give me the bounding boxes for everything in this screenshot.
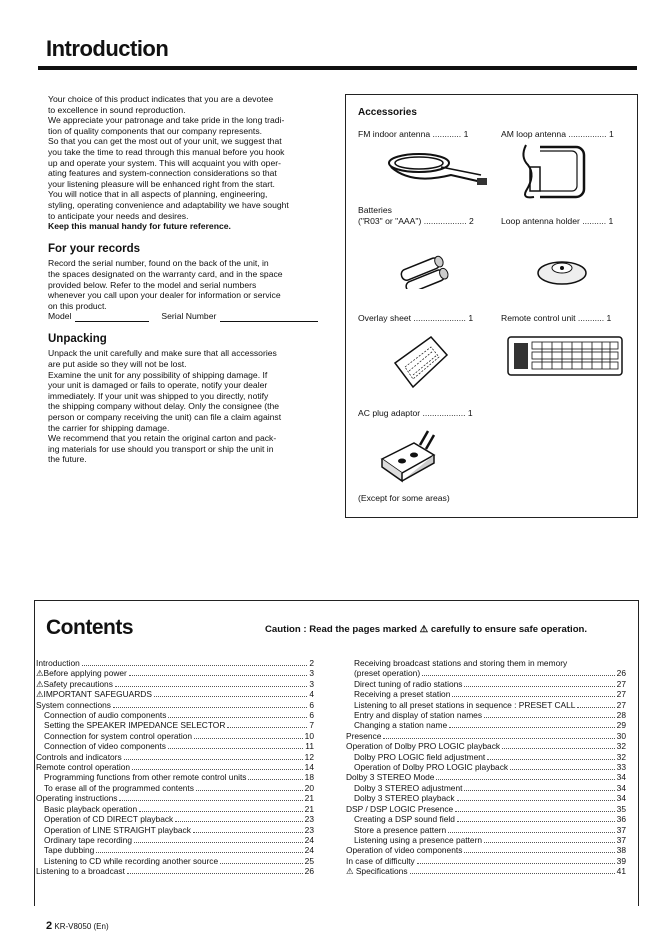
toc-leader-dots xyxy=(455,811,614,812)
serial-label: Serial Number xyxy=(161,311,217,322)
toc-entry xyxy=(346,720,626,730)
unpacking-heading: Unpacking xyxy=(48,332,107,345)
toc-entry-label: Controls and indicators xyxy=(36,751,122,762)
toc-entry-label: To erase all of the programmed contents xyxy=(44,782,194,793)
toc-entry xyxy=(36,658,314,668)
text-line: ing materials for use should you transport or ship the unit in xyxy=(48,443,274,454)
toc-entry xyxy=(36,700,314,710)
toc-leader-dots xyxy=(510,769,615,770)
toc-entry-label: Presence xyxy=(346,730,382,741)
toc-entry-page: 34 xyxy=(616,782,626,793)
toc-entry-label: Listening to a broadcast xyxy=(36,866,125,877)
toc-entry xyxy=(346,710,626,720)
text-line: the spaces designated on the warranty card, and in the space xyxy=(48,268,283,279)
toc-leader-dots xyxy=(448,832,614,833)
toc-entry-label: DSP / DSP LOGIC Presence xyxy=(346,803,454,814)
toc-leader-dots xyxy=(119,800,302,801)
toc-entry-page: 20 xyxy=(304,782,314,793)
records-heading: For your records xyxy=(48,242,141,255)
toc-entry xyxy=(346,793,626,803)
text-line: are put aside so they will not be lost. xyxy=(48,359,187,370)
toc-entry-page: 6 xyxy=(309,699,314,710)
accessories-title: Accessories xyxy=(358,107,417,118)
toc-entry xyxy=(36,772,314,782)
toc-entry xyxy=(36,762,314,772)
toc-entry-label: Dolby 3 STEREO adjustment xyxy=(354,782,463,793)
model-blank xyxy=(75,312,149,322)
title-rule xyxy=(38,66,637,70)
toc-entry-label: Operating instructions xyxy=(36,793,118,804)
toc-entry-page: 21 xyxy=(304,793,314,804)
toc-leader-dots xyxy=(175,821,302,822)
toc-entry-page: 27 xyxy=(616,689,626,700)
am-antenna-label: AM loop antenna ................ 1 xyxy=(501,129,614,139)
toc-entry-label: Listening to CD while recording another source xyxy=(44,855,219,866)
loop-holder-label: Loop antenna holder .......... 1 xyxy=(501,216,614,226)
text-line: up and operate your system. This will acquaint you with oper- xyxy=(48,157,281,168)
toc-leader-dots xyxy=(194,738,303,739)
toc-entry xyxy=(346,856,626,866)
toc-leader-dots xyxy=(193,832,303,833)
toc-leader-dots xyxy=(227,727,307,728)
intro-column xyxy=(48,94,326,465)
toc-entry-label: ⚠IMPORTANT SAFEGUARDS xyxy=(36,689,152,700)
toc-leader-dots xyxy=(464,686,614,687)
toc-leader-dots xyxy=(127,873,303,874)
text-line: your unit is damaged or fails to operate, notify your dealer xyxy=(48,380,268,391)
toc-entry-page: 24 xyxy=(304,834,314,845)
toc-entry xyxy=(36,793,314,803)
intro-paragraph xyxy=(48,94,326,221)
toc-leader-dots xyxy=(154,696,307,697)
text-line: We appreciate your patronage and take pride in the long tradi- xyxy=(48,115,285,126)
text-line: styling, operating convenience and adaptability we have sought xyxy=(48,199,289,210)
model-label: Model xyxy=(48,311,72,322)
toc-leader-dots xyxy=(196,790,303,791)
toc-leader-dots xyxy=(96,852,302,853)
page-title: Introduction xyxy=(46,36,169,61)
toc-leader-dots xyxy=(124,759,303,760)
toc-entry-label: ⚠Before applying power xyxy=(36,668,127,679)
toc-entry-page: 26 xyxy=(304,866,314,877)
toc-leader-dots xyxy=(417,863,615,864)
toc-entry-label: Connection of audio components xyxy=(44,710,167,721)
toc-leader-dots xyxy=(168,748,303,749)
text-line: your listening pleasure will be enhanced right from the start. xyxy=(48,178,275,189)
toc-entry-page: 25 xyxy=(304,855,314,866)
text-line: to excellence in sound reproduction. xyxy=(48,104,186,115)
toc-entry-label: Operation of Dolby PRO LOGIC playback xyxy=(354,762,509,773)
toc-entry-label: Connection for system control operation xyxy=(44,730,193,741)
toc-entry-page: 35 xyxy=(616,803,626,814)
toc-entry-label: In case of difficulty xyxy=(346,855,415,866)
page-footer xyxy=(46,920,109,932)
toc-entry-label: Listening using a presence pattern xyxy=(354,834,483,845)
overlay-label: Overlay sheet ...................... 1 xyxy=(358,313,474,323)
toc-entry-label: ⚠ Specifications xyxy=(346,866,408,877)
toc-entry-page: 33 xyxy=(616,762,626,773)
serial-blank xyxy=(220,312,318,322)
toc-entry-page: 2 xyxy=(309,658,314,668)
toc-entry-page: 39 xyxy=(616,855,626,866)
toc-entry xyxy=(346,866,626,876)
toc-entry xyxy=(36,856,314,866)
toc-leader-dots xyxy=(464,790,614,791)
text-line: Your choice of this product indicates that you are a devotee xyxy=(48,94,274,104)
toc-entry xyxy=(346,804,626,814)
toc-entry-label: Setting the SPEAKER IMPEDANCE SELECTOR xyxy=(44,720,226,731)
toc-entry-page: 11 xyxy=(305,741,314,752)
toc-entry-label: Programming functions from other remote control units xyxy=(44,772,247,783)
toc-leader-dots xyxy=(449,727,615,728)
text-line: Unpack the unit carefully and make sure that all accessories xyxy=(48,348,277,359)
toc-entry xyxy=(346,772,626,782)
toc-leader-dots xyxy=(129,675,307,676)
text-line: to anticipate your needs and desires. xyxy=(48,210,189,221)
toc-leader-dots xyxy=(502,748,615,749)
toc-left-column xyxy=(36,658,314,877)
toc-right-column xyxy=(346,658,626,877)
toc-leader-dots xyxy=(457,800,615,801)
toc-entry-label: Direct tuning of radio stations xyxy=(354,678,463,689)
toc-entry xyxy=(346,814,626,824)
toc-entry xyxy=(36,814,314,824)
text-line: whenever you call upon your dealer for information or service xyxy=(48,290,281,301)
toc-entry-label: Operation of LINE STRAIGHT playback xyxy=(44,824,191,835)
remote-label: Remote control unit ........... 1 xyxy=(501,313,612,323)
text-line: the future. xyxy=(48,454,87,465)
loop-holder-illustration xyxy=(534,251,590,287)
toc-entry xyxy=(36,804,314,814)
toc-entry-label: Entry and display of station names xyxy=(354,710,483,721)
toc-entry-label: (preset operation) xyxy=(354,668,421,679)
toc-entry-label: Ordinary tape recording xyxy=(44,834,132,845)
toc-entry-label: System connections xyxy=(36,699,111,710)
toc-entry-label: Store a presence pattern xyxy=(354,824,447,835)
toc-entry-label: Creating a DSP sound field xyxy=(354,814,455,825)
toc-entry xyxy=(346,658,626,668)
toc-entry xyxy=(36,825,314,835)
toc-entry xyxy=(36,835,314,845)
toc-entry xyxy=(346,825,626,835)
toc-entry xyxy=(346,700,626,710)
toc-entry xyxy=(346,752,626,762)
toc-leader-dots xyxy=(132,769,303,770)
toc-leader-dots xyxy=(383,738,614,739)
toc-leader-dots xyxy=(457,821,615,822)
toc-entry-page: 38 xyxy=(616,845,626,856)
toc-entry xyxy=(36,741,314,751)
toc-entry-page: 30 xyxy=(616,730,626,741)
toc-entry-label: Dolby PRO LOGIC field adjustment xyxy=(354,751,486,762)
toc-leader-dots xyxy=(577,707,614,708)
toc-entry-label: Connection of video components xyxy=(44,741,166,752)
model-code: KR-V8050 (En) xyxy=(54,922,109,931)
toc-entry-label: Introduction xyxy=(36,658,80,668)
am-loop-antenna-illustration xyxy=(518,141,588,201)
toc-entry-page: 7 xyxy=(309,720,314,731)
toc-leader-dots xyxy=(484,842,615,843)
text-line: on this product. xyxy=(48,300,107,311)
toc-entry xyxy=(346,668,626,678)
accessories-box xyxy=(345,94,638,518)
toc-entry xyxy=(36,679,314,689)
toc-leader-dots xyxy=(436,779,614,780)
toc-entry-label: Operation of Dolby PRO LOGIC playback xyxy=(346,741,501,752)
text-line: Record the serial number, found on the back of the unit, in xyxy=(48,258,269,269)
toc-entry-label: Remote control operation xyxy=(36,762,131,773)
toc-leader-dots xyxy=(139,811,303,812)
toc-entry-label: ⚠Safety precautions xyxy=(36,678,113,689)
toc-leader-dots xyxy=(115,686,307,687)
toc-entry-page: 32 xyxy=(616,741,626,752)
toc-entry-page: 23 xyxy=(304,824,314,835)
text-line: ating features and system-connection considerations so that xyxy=(48,168,277,179)
toc-entry-page: 6 xyxy=(309,710,314,721)
toc-entry xyxy=(36,752,314,762)
text-line: the shipping company without delay. Only the consignee (the xyxy=(48,401,280,412)
ac-plug-adaptor-illustration xyxy=(376,425,446,485)
remote-control-illustration xyxy=(506,331,626,381)
toc-leader-dots xyxy=(464,852,614,853)
toc-entry xyxy=(36,720,314,730)
toc-entry-page: 28 xyxy=(616,710,626,721)
text-line: So that you can get the most out of your unit, we suggest that xyxy=(48,136,282,147)
text-line: provided below. Refer to the model and serial numbers xyxy=(48,279,257,290)
batteries-type-label: ("R03" or "AAA") .................. 2 xyxy=(358,216,474,226)
toc-leader-dots xyxy=(220,863,303,864)
text-line: You will notice that in all aspects of planning, engineering, xyxy=(48,189,268,200)
toc-entry xyxy=(346,731,626,741)
except-note: (Except for some areas) xyxy=(358,493,450,503)
toc-leader-dots xyxy=(422,675,615,676)
toc-entry-label: Operation of video components xyxy=(346,845,463,856)
toc-entry-page: 24 xyxy=(304,845,314,856)
toc-leader-dots xyxy=(484,717,615,718)
toc-entry xyxy=(36,710,314,720)
toc-entry-page: 27 xyxy=(616,699,626,710)
toc-leader-dots xyxy=(113,707,307,708)
toc-entry-page: 37 xyxy=(616,824,626,835)
toc-leader-dots xyxy=(168,717,307,718)
toc-entry xyxy=(36,668,314,678)
toc-entry-page: 32 xyxy=(616,751,626,762)
batteries-illustration xyxy=(398,253,468,289)
toc-entry-page: 3 xyxy=(309,668,314,679)
toc-entry-label: Tape dubbing xyxy=(44,845,95,856)
text-line: We recommend that you retain the original carton and pack- xyxy=(48,433,277,444)
overlay-sheet-illustration xyxy=(391,333,451,391)
toc-entry xyxy=(346,835,626,845)
toc-entry-label: Receiving broadcast stations and storing them in memory xyxy=(354,658,568,668)
text-line: person or company receiving the unit) can file a claim against xyxy=(48,412,282,423)
toc-entry-label: Operation of CD DIRECT playback xyxy=(44,814,174,825)
toc-entry-page: 3 xyxy=(309,678,314,689)
toc-entry xyxy=(346,783,626,793)
toc-entry-page: 21 xyxy=(304,803,314,814)
toc-leader-dots xyxy=(82,665,308,666)
contents-title: Contents xyxy=(46,616,133,639)
toc-entry-page: 23 xyxy=(304,814,314,825)
toc-leader-dots xyxy=(452,696,614,697)
toc-entry-page: 10 xyxy=(304,730,314,741)
toc-entry xyxy=(346,679,626,689)
fm-antenna-illustration xyxy=(381,145,491,191)
toc-entry xyxy=(36,783,314,793)
toc-entry-page: 37 xyxy=(616,834,626,845)
toc-entry-label: Dolby 3 STEREO playback xyxy=(354,793,455,804)
toc-entry-page: 26 xyxy=(616,668,626,679)
toc-entry xyxy=(36,845,314,855)
text-line: immediately. If your unit was shipped to you directly, notify xyxy=(48,390,269,401)
text-line: tion of quality components that our company represents. xyxy=(48,125,263,136)
ac-adaptor-label: AC plug adaptor .................. 1 xyxy=(358,408,473,418)
toc-entry-label: Changing a station name xyxy=(354,720,448,731)
fm-antenna-label: FM indoor antenna ............ 1 xyxy=(358,129,469,139)
caution-note: Caution : Read the pages marked ⚠ carefully to ensure safe operation. xyxy=(265,624,588,635)
toc-entry-page: 18 xyxy=(304,772,314,783)
records-text xyxy=(48,258,326,311)
toc-entry-page: 27 xyxy=(616,678,626,689)
page-number: 2 xyxy=(46,920,53,932)
text-line: you take the time to read through this manual before you hook xyxy=(48,146,285,157)
toc-entry xyxy=(36,866,314,876)
toc-entry-page: 14 xyxy=(304,762,314,773)
toc-entry xyxy=(36,689,314,699)
toc-leader-dots xyxy=(248,779,302,780)
toc-entry-page: 12 xyxy=(304,751,314,762)
toc-entry xyxy=(346,741,626,751)
toc-entry-label: Basic playback operation xyxy=(44,803,138,814)
toc-entry-page: 4 xyxy=(309,689,314,700)
toc-leader-dots xyxy=(410,873,615,874)
unpacking-text xyxy=(48,348,326,465)
toc-entry xyxy=(36,731,314,741)
toc-entry-page: 41 xyxy=(616,866,626,877)
toc-entry-page: 36 xyxy=(616,814,626,825)
toc-leader-dots xyxy=(134,842,303,843)
model-serial-line xyxy=(48,311,326,322)
toc-entry-page: 29 xyxy=(616,720,626,731)
toc-leader-dots xyxy=(487,759,614,760)
toc-entry-label: Receiving a preset station xyxy=(354,689,451,700)
keep-note: Keep this manual handy for future reference. xyxy=(48,221,231,232)
toc-entry xyxy=(346,845,626,855)
toc-entry xyxy=(346,689,626,699)
text-line: the carrier for shipping damage. xyxy=(48,422,170,433)
toc-entry-label: Listening to all preset stations in sequence : PRESET CALL xyxy=(354,699,576,710)
text-line: Examine the unit for any possibility of shipping damage. If xyxy=(48,369,268,380)
batteries-label: Batteries xyxy=(358,205,392,215)
toc-entry xyxy=(346,762,626,772)
toc-entry-page: 34 xyxy=(616,772,626,783)
toc-entry-page: 34 xyxy=(616,793,626,804)
toc-entry-label: Dolby 3 STEREO Mode xyxy=(346,772,435,783)
